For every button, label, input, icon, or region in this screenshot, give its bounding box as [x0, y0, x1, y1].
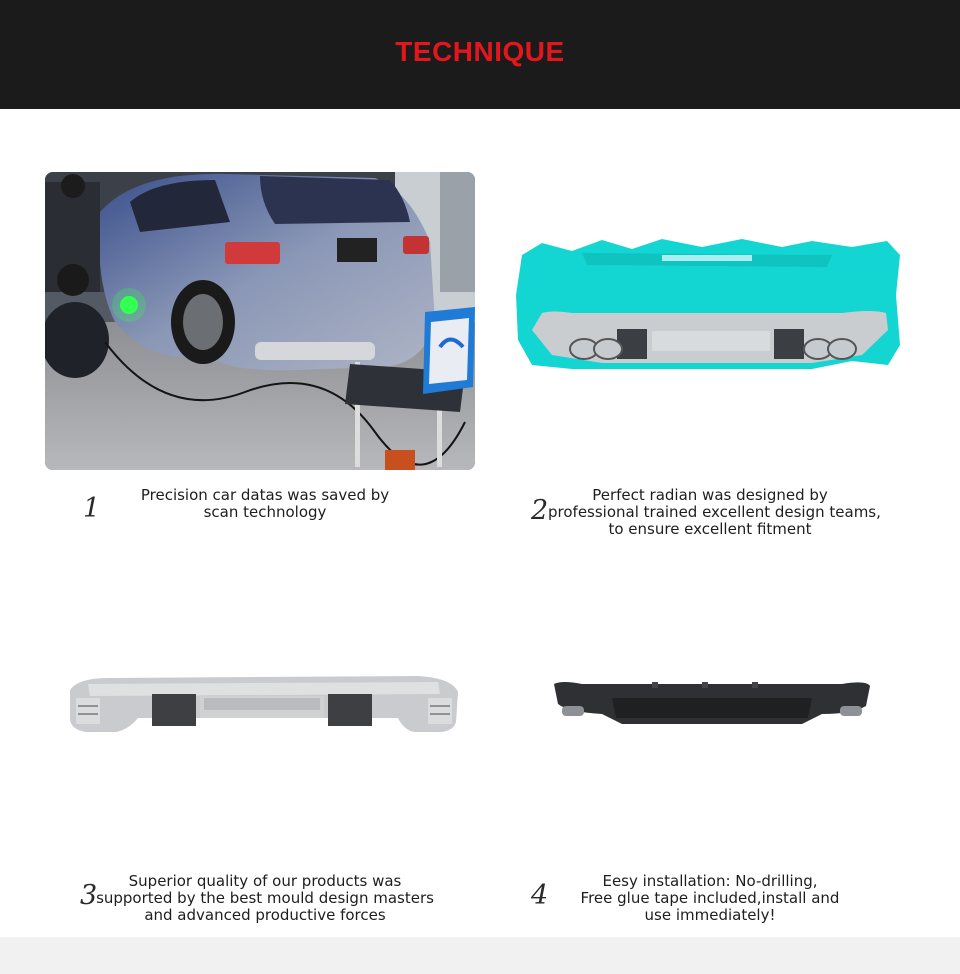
caption-line: to ensure excellent fitment — [608, 520, 812, 538]
caption-line: scan technology — [203, 503, 327, 521]
caption-line: professional trained excellent design teams, — [548, 503, 881, 521]
step-number-3: 3 — [80, 880, 98, 911]
caption-line: Perfect radian was designed by — [592, 486, 828, 504]
page-header — [0, 0, 960, 109]
caption-line: Precision car datas was saved by — [140, 486, 390, 504]
step-caption-4 — [560, 873, 860, 924]
step-caption-3 — [96, 873, 434, 924]
caption-line: supported by the best mould design masters — [96, 889, 434, 907]
step-number-1: 1 — [83, 493, 101, 524]
scan-model-image — [512, 235, 904, 375]
scanning-photo — [45, 172, 475, 470]
step-number-4: 4 — [531, 880, 549, 911]
step-caption-1 — [120, 487, 410, 521]
step-number-2: 2 — [531, 495, 549, 526]
step-caption-2 — [548, 486, 881, 538]
footer-band — [0, 937, 960, 974]
page-title: TECHNIQUE — [395, 36, 565, 67]
caption-line: and advanced productive forces — [144, 906, 386, 924]
caption-line: Eesy installation: No-drilling, — [602, 872, 818, 890]
caption-line: Free glue tape included,install and — [580, 889, 840, 907]
caption-line: use immediately! — [644, 906, 776, 924]
caption-line: Superior quality of our products was — [128, 872, 402, 890]
grey-diffuser-image — [68, 672, 460, 736]
black-diffuser-image — [552, 678, 872, 732]
